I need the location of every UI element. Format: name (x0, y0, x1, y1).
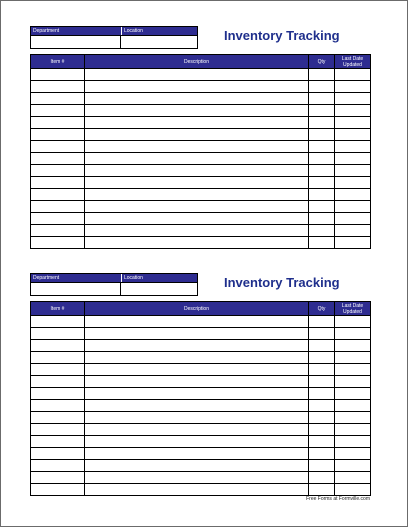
description-cell[interactable] (85, 129, 309, 141)
qty-cell[interactable] (309, 316, 335, 328)
table-row (31, 189, 371, 201)
qty-cell[interactable] (309, 436, 335, 448)
item-number-cell[interactable] (31, 237, 85, 249)
qty-cell[interactable] (309, 81, 335, 93)
qty-cell[interactable] (309, 472, 335, 484)
table-row (31, 376, 371, 388)
item-number-cell[interactable] (31, 153, 85, 165)
location-field[interactable] (121, 36, 197, 48)
qty-cell[interactable] (309, 141, 335, 153)
table-row (31, 388, 371, 400)
item-number-cell[interactable] (31, 93, 85, 105)
description-cell[interactable] (85, 436, 309, 448)
description-cell[interactable] (85, 400, 309, 412)
last-date-cell[interactable] (335, 69, 371, 81)
department-label: Department (33, 28, 60, 34)
item-number-cell[interactable] (31, 105, 85, 117)
description-cell[interactable] (85, 484, 309, 496)
qty-cell[interactable] (309, 340, 335, 352)
table-row (31, 225, 371, 237)
qty-cell[interactable] (309, 376, 335, 388)
table-body (31, 69, 371, 249)
table-header-row (31, 55, 371, 69)
last-date-cell[interactable] (335, 316, 371, 328)
department-location-header (30, 273, 198, 283)
qty-cell[interactable] (309, 424, 335, 436)
item-number-cell[interactable] (31, 141, 85, 153)
qty-cell[interactable] (309, 352, 335, 364)
description-cell[interactable] (85, 141, 309, 153)
last-date-cell[interactable] (335, 376, 371, 388)
table-row (31, 69, 371, 81)
col-description: Description (85, 302, 309, 316)
col-item-number: Item # (31, 55, 85, 69)
last-date-cell[interactable] (335, 201, 371, 213)
last-date-cell[interactable] (335, 484, 371, 496)
table-row (31, 400, 371, 412)
description-cell[interactable] (85, 448, 309, 460)
last-date-cell[interactable] (335, 105, 371, 117)
last-date-cell[interactable] (335, 388, 371, 400)
location-field[interactable] (121, 283, 197, 295)
table-row (31, 213, 371, 225)
table-row (31, 201, 371, 213)
item-number-cell[interactable] (31, 69, 85, 81)
last-date-cell[interactable] (335, 460, 371, 472)
item-number-cell[interactable] (31, 81, 85, 93)
table-row (31, 340, 371, 352)
description-cell[interactable] (85, 388, 309, 400)
item-number-cell[interactable] (31, 484, 85, 496)
table-row (31, 472, 371, 484)
last-date-cell[interactable] (335, 424, 371, 436)
item-number-cell[interactable] (31, 225, 85, 237)
table-body (31, 316, 371, 496)
table-row (31, 141, 371, 153)
table-row (31, 237, 371, 249)
description-cell[interactable] (85, 352, 309, 364)
description-cell[interactable] (85, 81, 309, 93)
item-number-cell[interactable] (31, 340, 85, 352)
last-date-cell[interactable] (335, 153, 371, 165)
last-date-cell[interactable] (335, 129, 371, 141)
department-location-inputs (30, 36, 198, 49)
last-date-cell[interactable] (335, 81, 371, 93)
last-date-cell[interactable] (335, 472, 371, 484)
table-row (31, 424, 371, 436)
qty-cell[interactable] (309, 225, 335, 237)
item-number-cell[interactable] (31, 316, 85, 328)
qty-cell[interactable] (309, 484, 335, 496)
item-number-cell[interactable] (31, 472, 85, 484)
col-qty: Qty (309, 302, 335, 316)
last-date-cell[interactable] (335, 213, 371, 225)
qty-cell[interactable] (309, 69, 335, 81)
last-date-cell[interactable] (335, 225, 371, 237)
item-number-cell[interactable] (31, 328, 85, 340)
qty-cell[interactable] (309, 388, 335, 400)
department-location-box (30, 273, 198, 296)
location-label: Location (121, 27, 197, 35)
table-row (31, 484, 371, 496)
qty-cell[interactable] (309, 177, 335, 189)
item-number-cell[interactable] (31, 412, 85, 424)
table-row (31, 153, 371, 165)
description-cell[interactable] (85, 412, 309, 424)
qty-cell[interactable] (309, 364, 335, 376)
item-number-cell[interactable] (31, 424, 85, 436)
item-number-cell[interactable] (31, 376, 85, 388)
last-date-cell[interactable] (335, 141, 371, 153)
last-date-cell[interactable] (335, 400, 371, 412)
item-number-cell[interactable] (31, 177, 85, 189)
description-cell[interactable] (85, 201, 309, 213)
form-title: Inventory Tracking (224, 28, 340, 43)
col-qty: Qty (309, 55, 335, 69)
item-number-cell[interactable] (31, 388, 85, 400)
department-field[interactable] (31, 283, 121, 295)
item-number-cell[interactable] (31, 189, 85, 201)
qty-cell[interactable] (309, 400, 335, 412)
description-cell[interactable] (85, 105, 309, 117)
qty-cell[interactable] (309, 165, 335, 177)
description-cell[interactable] (85, 93, 309, 105)
item-number-cell[interactable] (31, 213, 85, 225)
description-cell[interactable] (85, 472, 309, 484)
item-number-cell[interactable] (31, 201, 85, 213)
description-cell[interactable] (85, 376, 309, 388)
last-date-cell[interactable] (335, 340, 371, 352)
description-cell[interactable] (85, 117, 309, 129)
item-number-cell[interactable] (31, 364, 85, 376)
table-row (31, 105, 371, 117)
qty-cell[interactable] (309, 448, 335, 460)
item-number-cell[interactable] (31, 436, 85, 448)
inventory-table (30, 54, 371, 249)
description-cell[interactable] (85, 213, 309, 225)
footer-credit: Free Forms at Formville.com (306, 496, 370, 502)
last-date-cell[interactable] (335, 352, 371, 364)
last-date-cell[interactable] (335, 117, 371, 129)
inventory-table (30, 301, 371, 496)
table-row (31, 460, 371, 472)
qty-cell[interactable] (309, 237, 335, 249)
description-cell[interactable] (85, 328, 309, 340)
description-cell[interactable] (85, 316, 309, 328)
description-cell[interactable] (85, 460, 309, 472)
description-cell[interactable] (85, 177, 309, 189)
last-date-cell[interactable] (335, 93, 371, 105)
table-row (31, 177, 371, 189)
item-number-cell[interactable] (31, 460, 85, 472)
last-date-cell[interactable] (335, 165, 371, 177)
table-row (31, 93, 371, 105)
qty-cell[interactable] (309, 153, 335, 165)
item-number-cell[interactable] (31, 165, 85, 177)
item-number-cell[interactable] (31, 129, 85, 141)
table-header-row (31, 302, 371, 316)
table-row (31, 352, 371, 364)
item-number-cell[interactable] (31, 400, 85, 412)
table-row (31, 129, 371, 141)
last-date-cell[interactable] (335, 364, 371, 376)
last-date-cell[interactable] (335, 328, 371, 340)
qty-cell[interactable] (309, 129, 335, 141)
qty-cell[interactable] (309, 412, 335, 424)
table-row (31, 436, 371, 448)
last-date-cell[interactable] (335, 412, 371, 424)
qty-cell[interactable] (309, 105, 335, 117)
table-row (31, 364, 371, 376)
col-last-date-updated: Last Date Updated (335, 55, 371, 69)
last-date-cell[interactable] (335, 177, 371, 189)
col-last-date-updated: Last Date Updated (335, 302, 371, 316)
description-cell[interactable] (85, 153, 309, 165)
department-field[interactable] (31, 36, 121, 48)
last-date-cell[interactable] (335, 189, 371, 201)
description-cell[interactable] (85, 364, 309, 376)
qty-cell[interactable] (309, 213, 335, 225)
table-row (31, 117, 371, 129)
department-location-inputs (30, 283, 198, 296)
qty-cell[interactable] (309, 117, 335, 129)
qty-cell[interactable] (309, 328, 335, 340)
description-cell[interactable] (85, 225, 309, 237)
form-title: Inventory Tracking (224, 275, 340, 290)
description-cell[interactable] (85, 189, 309, 201)
table-row (31, 412, 371, 424)
table-row (31, 328, 371, 340)
department-label: Department (33, 275, 60, 281)
qty-cell[interactable] (309, 201, 335, 213)
qty-cell[interactable] (309, 460, 335, 472)
qty-cell[interactable] (309, 189, 335, 201)
item-number-cell[interactable] (31, 352, 85, 364)
last-date-cell[interactable] (335, 436, 371, 448)
col-description: Description (85, 55, 309, 69)
item-number-cell[interactable] (31, 448, 85, 460)
table-row (31, 81, 371, 93)
location-label: Location (121, 274, 197, 282)
description-cell[interactable] (85, 237, 309, 249)
table-row (31, 316, 371, 328)
description-cell[interactable] (85, 69, 309, 81)
description-cell[interactable] (85, 424, 309, 436)
last-date-cell[interactable] (335, 237, 371, 249)
qty-cell[interactable] (309, 93, 335, 105)
col-item-number: Item # (31, 302, 85, 316)
table-row (31, 448, 371, 460)
table-row (31, 165, 371, 177)
last-date-cell[interactable] (335, 448, 371, 460)
description-cell[interactable] (85, 340, 309, 352)
department-location-header (30, 26, 198, 36)
description-cell[interactable] (85, 165, 309, 177)
item-number-cell[interactable] (31, 117, 85, 129)
department-location-box (30, 26, 198, 49)
